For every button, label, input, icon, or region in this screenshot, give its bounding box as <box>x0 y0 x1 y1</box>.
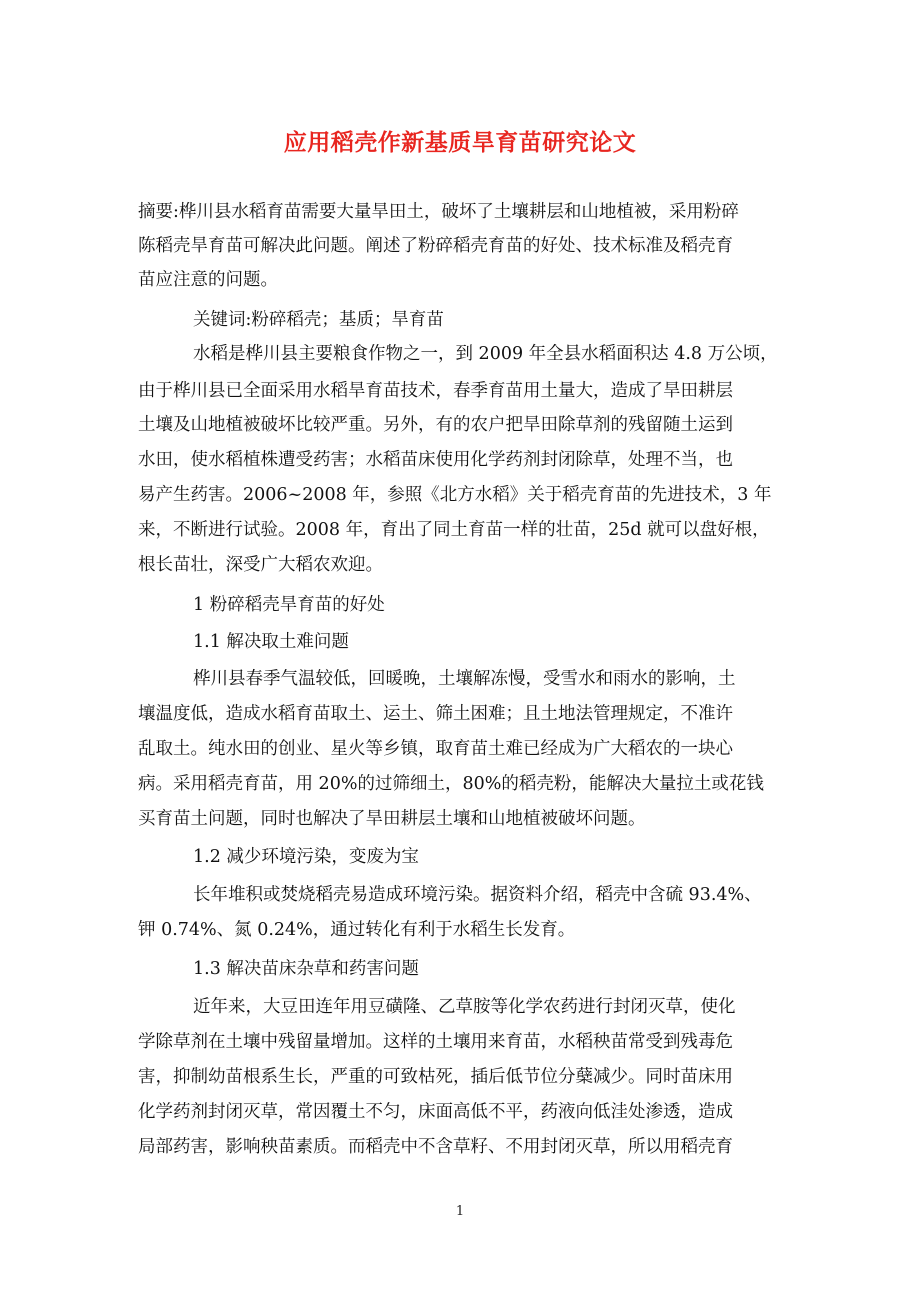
paragraph-line: 由于桦川县已全面采用水稻旱育苗技术，春季育苗用土量大，造成了旱田耕层 <box>138 381 733 401</box>
paragraph-line: 来，不断进行试验。2008 年，育出了同土育苗一样的壮苗，25d 就可以盘好根， <box>138 520 770 540</box>
paragraph-line: 根长苗壮，深受广大稻农欢迎。 <box>138 555 383 575</box>
paragraph-line: 陈稻壳旱育苗可解决此问题。阐述了粉碎稻壳育苗的好处、技术标准及稻壳育 <box>138 236 733 256</box>
paragraph-line: 长年堆积或焚烧稻壳易造成环境污染。据资料介绍，稻壳中含硫 93.4%、 <box>193 885 762 905</box>
subsection-heading: 1.2 减少环境污染，变废为宝 <box>193 847 419 867</box>
keywords-line: 关键词:粉碎稻壳；基质；旱育苗 <box>193 310 444 330</box>
document-title: 应用稻壳作新基质旱育苗研究论文 <box>283 130 637 156</box>
subsection-heading: 1.1 解决取土难问题 <box>193 632 349 652</box>
paragraph-line: 易产生药害。2006~2008 年，参照《北方水稻》关于稻壳育苗的先进技术，3 年 <box>138 485 772 505</box>
page-number: 1 <box>455 1204 465 1219</box>
paragraph-line: 摘要:桦川县水稻育苗需要大量旱田土，破坏了土壤耕层和山地植被，采用粉碎 <box>138 202 739 222</box>
subsection-heading: 1.3 解决苗床杂草和药害问题 <box>193 959 419 979</box>
paragraph-line: 钾 0.74%、氮 0.24%，通过转化有利于水稻生长发育。 <box>138 920 576 940</box>
paragraph-line: 近年来，大豆田连年用豆磺隆、乙草胺等化学农药进行封闭灭草，使化 <box>193 997 736 1017</box>
paragraph-line: 害，抑制幼苗根系生长，严重的可致枯死，插后低节位分蘖减少。同时苗床用 <box>138 1067 733 1087</box>
paragraph-line: 土壤及山地植被破坏比较严重。另外，有的农户把旱田除草剂的残留随土运到 <box>138 415 733 435</box>
paragraph-line: 壤温度低，造成水稻育苗取土、运土、筛土困难；且土地法管理规定，不准许 <box>138 704 733 724</box>
paragraph-line: 水田，使水稻植株遭受药害；水稻苗床使用化学药剂封闭除草，处理不当，也 <box>138 450 733 470</box>
paragraph-line: 学除草剂在土壤中残留量增加。这样的土壤用来育苗，水稻秧苗常受到残毒危 <box>138 1032 733 1052</box>
paragraph-line: 化学药剂封闭灭草，常因覆土不匀，床面高低不平，药液向低洼处渗透，造成 <box>138 1102 733 1122</box>
paragraph-line: 水稻是桦川县主要粮食作物之一，到 2009 年全县水稻面积达 4.8 万公顷， <box>193 344 778 364</box>
paragraph-line: 桦川县春季气温较低，回暖晚，土壤解冻慢，受雪水和雨水的影响，土 <box>193 669 736 689</box>
paragraph-line: 局部药害，影响秧苗素质。而稻壳中不含草籽、不用封闭灭草，所以用稻壳育 <box>138 1137 733 1157</box>
paragraph-line: 苗应注意的问题。 <box>138 270 278 290</box>
section-heading: 1 粉碎稻壳旱育苗的好处 <box>193 595 385 615</box>
paragraph-line: 乱取土。纯水田的创业、星火等乡镇，取育苗土难已经成为广大稻农的一块心 <box>138 739 733 759</box>
paragraph-line: 买育苗土问题，同时也解决了旱田耕层土壤和山地植被破坏问题。 <box>138 809 646 829</box>
paragraph-line: 病。采用稻壳育苗，用 20%的过筛细土，80%的稻壳粉，能解决大量拉土或花钱 <box>138 774 764 794</box>
